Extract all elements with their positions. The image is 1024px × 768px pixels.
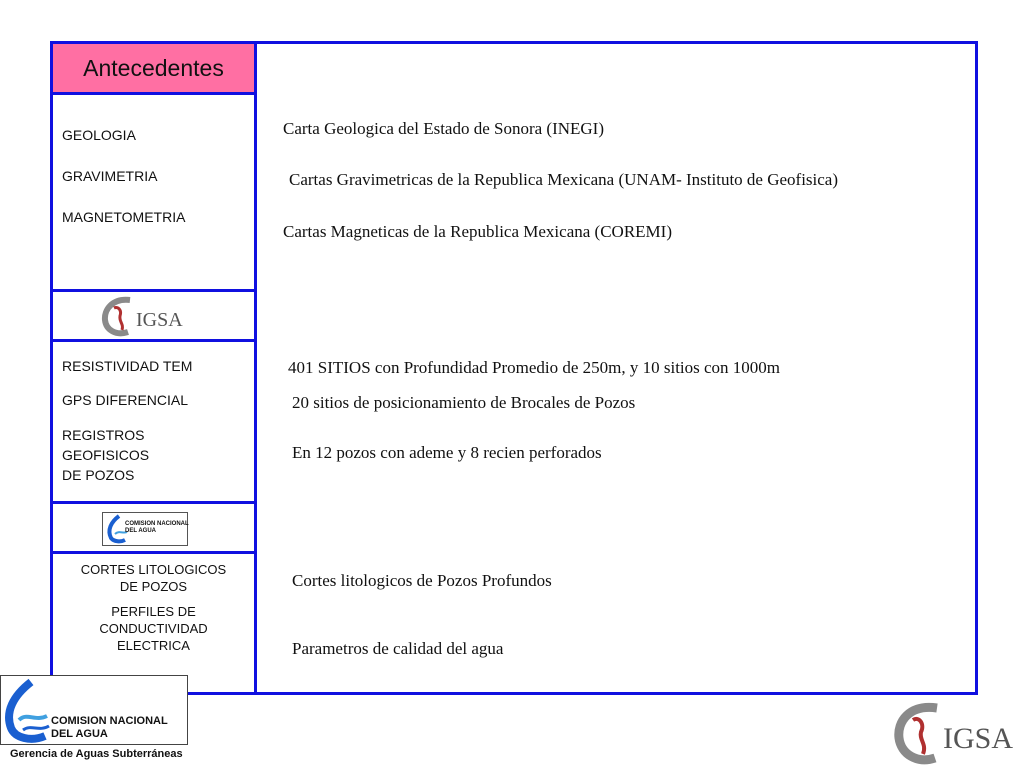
conagua-name-line2: DEL AGUA <box>51 728 108 740</box>
sidebar-item-registros: REGISTROS <box>62 427 145 443</box>
row-divider <box>50 289 257 292</box>
sidebar-item-conductividad: CONDUCTIVIDAD <box>99 621 208 636</box>
conagua-name-line1: COMISION NACIONAL <box>51 715 168 727</box>
conagua-logo-small <box>102 512 188 546</box>
sidebar-item-geofisicos: GEOFISICOS <box>62 447 150 463</box>
main-line-geologia: Carta Geologica del Estado de Sonora (INEGI) <box>283 119 604 138</box>
cigsa-logo-text: IGSA <box>136 309 183 331</box>
main-line-gravimetria: Cartas Gravimetricas de la Republica Mexicana (UNAM- Instituto de Geofisica) <box>289 170 839 189</box>
row-divider <box>50 339 257 342</box>
sidebar-title: Antecedentes <box>53 44 254 92</box>
main-line-sitios: 401 SITIOS con Profundidad Promedio de 250m, y 10 sitios con 1000m <box>288 358 781 377</box>
main-line-calidad: Parametros de calidad del agua <box>292 639 504 658</box>
sidebar-item-gravimetria: GRAVIMETRIA <box>62 168 158 184</box>
row-divider <box>50 551 257 554</box>
sidebar-item-gps: GPS DIFERENCIAL <box>62 392 189 408</box>
main-line-cortes: Cortes litologicos de Pozos Profundos <box>292 571 552 590</box>
sidebar-item-cortes-litologicos: CORTES LITOLOGICOS <box>80 562 227 577</box>
main-line-magnetometria: Cartas Magneticas de la Republica Mexicana (COREMI) <box>283 222 672 241</box>
sidebar-item-de-pozos: DE POZOS <box>62 467 135 483</box>
sidebar-item-perfiles: PERFILES DE <box>111 604 196 619</box>
conagua-name-line1: COMISION NACIONAL <box>125 521 189 527</box>
cigsa-logo-footer <box>893 700 1023 766</box>
row-divider <box>50 92 257 95</box>
sidebar-item-cortes-de-pozos: DE POZOS <box>119 579 188 594</box>
sidebar-item-electrica: ELECTRICA <box>117 638 190 653</box>
conagua-logo <box>0 675 188 745</box>
sidebar-item-geologia: GEOLOGIA <box>62 127 136 143</box>
cigsa-logo <box>100 294 192 338</box>
conagua-name-line2: DEL AGUA <box>125 528 157 534</box>
column-divider <box>254 41 257 692</box>
main-line-gps: 20 sitios de posicionamiento de Brocales de Pozos <box>292 393 636 412</box>
main-line-registros: En 12 pozos con ademe y 8 recien perforados <box>292 443 602 462</box>
sidebar-item-resistividad: RESISTIVIDAD TEM <box>62 358 193 374</box>
cigsa-logo-text: IGSA <box>943 722 1014 755</box>
row-divider <box>50 501 257 504</box>
footer-gerencia: Gerencia de Aguas Subterráneas <box>10 748 183 760</box>
water-drop-icon <box>1 676 53 744</box>
sidebar-item-magnetometria: MAGNETOMETRIA <box>62 209 186 225</box>
